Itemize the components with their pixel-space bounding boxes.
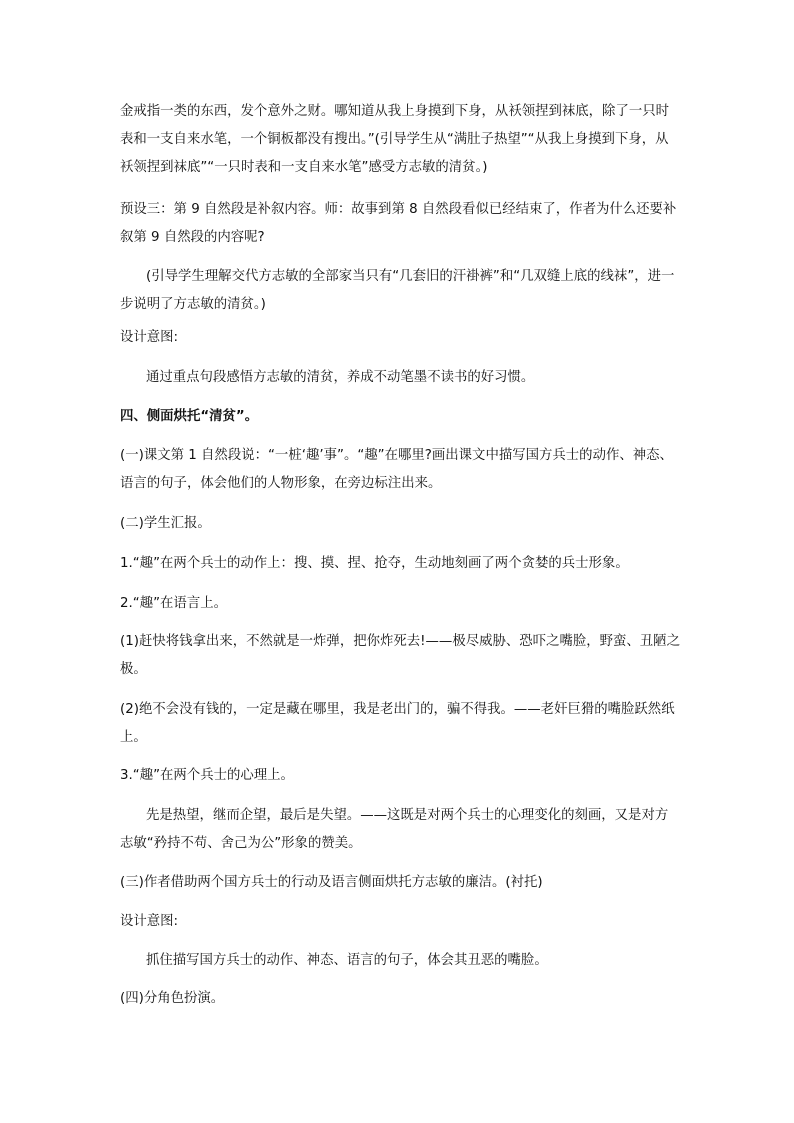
paragraph-5: 通过重点句段感悟方志敏的清贫，养成不动笔墨不读书的好习惯。 — [146, 370, 535, 385]
paragraph-3: (引导学生理解交代方志敏的全部家当只有“几套旧的汗褂裤”和“几双缝上底的线袜”，进一步说明了方志敏的清贫。) — [120, 269, 675, 312]
paragraph-7: (二)学生汇报。 — [120, 516, 211, 531]
paragraph-13: 先是热望，继而企望，最后是失望。——这既是对两个兵士的心理变化的刻画，又是对方志敏“矜持不苟、舍己为公”形象的赞美。 — [120, 808, 669, 851]
paragraph-14: (三)作者借助两个国方兵士的行动及语言侧面烘托方志敏的廉洁。(衬托) — [120, 875, 543, 890]
paragraph-16: 抓住描写国方兵士的动作、神态、语言的句子，体会其丑恶的嘴脸。 — [146, 953, 548, 968]
paragraph-12: 3.“趣”在两个兵士的心理上。 — [120, 768, 294, 783]
paragraph-8: 1.“趣”在两个兵士的动作上：搜、摸、捏、抢夺，生动地刻画了两个贪婪的兵士形象。 — [120, 556, 629, 571]
paragraph-6: (一)课文第 1 自然段说：“一桩‘趣’事”。“趣”在哪里?画出课文中描写国方兵士的动作、神态、语言的句子，体会他们的人物形象，在旁边标注出来。 — [120, 448, 673, 491]
paragraph-15: 设计意图: — [120, 914, 179, 929]
paragraph-9: 2.“趣”在语言上。 — [120, 596, 227, 611]
section-heading-4: 四、侧面烘托“清贫”。 — [120, 409, 259, 424]
paragraph-1: 金戒指一类的东西，发个意外之财。哪知道从我上身摸到下身，从袄领捏到袜底，除了一只时表和一支自来水笔，一个铜板都没有搜出。”(引导学生从“满肚子热望”“从我上身摸到下身，从袄领捏到袜底”“一只时表和一支自来水笔”感受方志敏的清贫。) — [120, 104, 670, 175]
paragraph-4: 设计意图: — [120, 330, 179, 345]
paragraph-2: 预设三：第 9 自然段是补叙内容。师：故事到第 8 自然段看似已经结束了，作者为什么还要补叙第 9 自然段的内容呢? — [120, 202, 677, 245]
paragraph-17: (四)分角色扮演。 — [120, 991, 225, 1006]
paragraph-10: (1)赶快将钱拿出来，不然就是一炸弹，把你炸死去!——极尽威胁、恐吓之嘴脸，野蛮、丑陋之极。 — [120, 634, 680, 677]
paragraph-11: (2)绝不会没有钱的，一定是藏在哪里，我是老出门的，骗不得我。——老奸巨猾的嘴脸跃然纸上。 — [120, 702, 675, 745]
